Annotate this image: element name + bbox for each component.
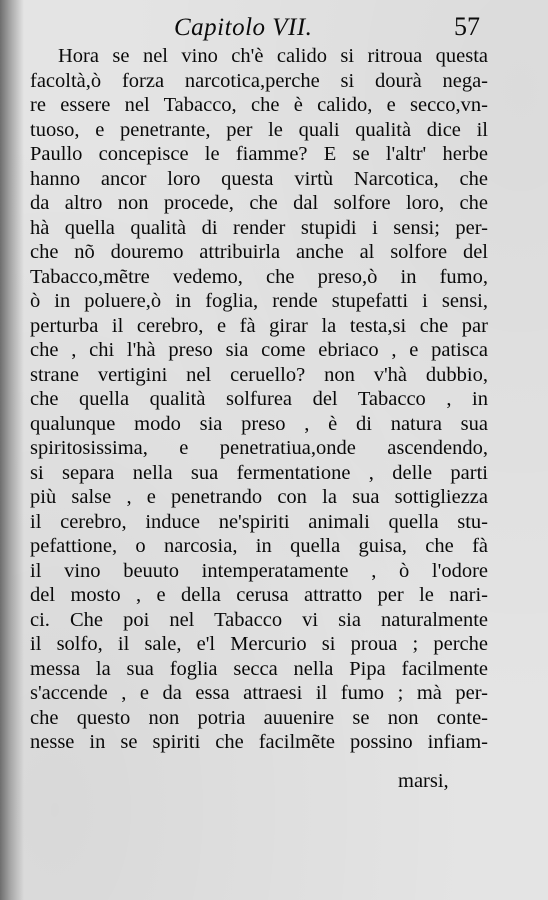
text-line: s'accende , e da essa attraesi il fumo ; mà per-	[30, 682, 488, 704]
catchword: marsi,	[398, 770, 449, 792]
text-line: che , chi l'hà preso sia come ebriaco , e patisca	[30, 339, 488, 361]
text-line: hà quella qualità di render stupidi i sensi; per-	[30, 216, 488, 239]
text-line: Tabacco,mẽtre vedemo, che preso,ò in fumo,	[30, 265, 488, 288]
text-line: Hora se nel vino ch'è calido si ritroua questa	[58, 45, 488, 67]
page-number: 57	[454, 12, 480, 41]
text-line: qualunque modo sia preso , è di natura sua	[30, 412, 488, 435]
text-line: che quella qualità solfurea del Tabacco , in	[30, 388, 488, 410]
text-line: hanno ancor loro questa virtù Narcotica, che	[30, 167, 488, 190]
text-line: strane vertigini nel ceruello? non v'hà dubbio,	[30, 363, 488, 386]
text-line: tuoso, e penetrante, per le quali qualità dice il	[30, 118, 488, 141]
text-line: facoltà,ò forza narcotica,perche si dourà nega-	[30, 69, 488, 92]
text-line: da altro non procede, che dal solfore loro, che	[30, 192, 488, 214]
text-line: spiritosissima, e penetratiua,onde ascendendo,	[30, 437, 488, 459]
text-line: messa la sua foglia secca nella Pipa facilmente	[30, 657, 488, 680]
text-line: ci. Che poi nel Tabacco vi sia naturalmente	[30, 608, 488, 631]
text-line: il cerebro, induce ne'spiriti animali quella stu-	[30, 510, 488, 533]
text-line: re essere nel Tabacco, che è calido, e secco,vn-	[30, 94, 488, 116]
page-gutter-shadow	[0, 0, 24, 900]
running-head: Capitolo VII.	[174, 14, 313, 41]
body-text	[30, 44, 488, 755]
page-header	[150, 6, 480, 40]
text-line: Paullo concepisce le fiamme? E se l'altr' herbe	[30, 143, 488, 165]
text-line: il solfo, il sale, e'l Mercurio si proua ; perche	[30, 633, 488, 655]
text-line: più salse , e penetrando con la sua sottigliezza	[30, 486, 488, 508]
text-line: che questo non potria auuenire se non conte-	[30, 706, 488, 729]
text-line: ò in poluere,ò in foglia, rende stupefatti i sensi,	[30, 290, 488, 312]
text-line: pefattione, o narcosia, in quella guisa, che fà	[30, 535, 488, 557]
text-line: si separa nella sua fermentatione , delle parti	[30, 461, 488, 484]
text-line: il vino beuuto intemperatamente , ò l'odore	[30, 559, 488, 582]
text-line: del mosto , e della cerusa attratto per le nari-	[30, 584, 488, 606]
text-line: che nõ douremo attribuirla anche al solfore del	[30, 241, 488, 263]
text-line: perturba il cerebro, e fà girar la testa,si che par	[30, 314, 488, 337]
text-line: nesse in se spiriti che facilmẽte possino infiam-	[30, 731, 488, 753]
